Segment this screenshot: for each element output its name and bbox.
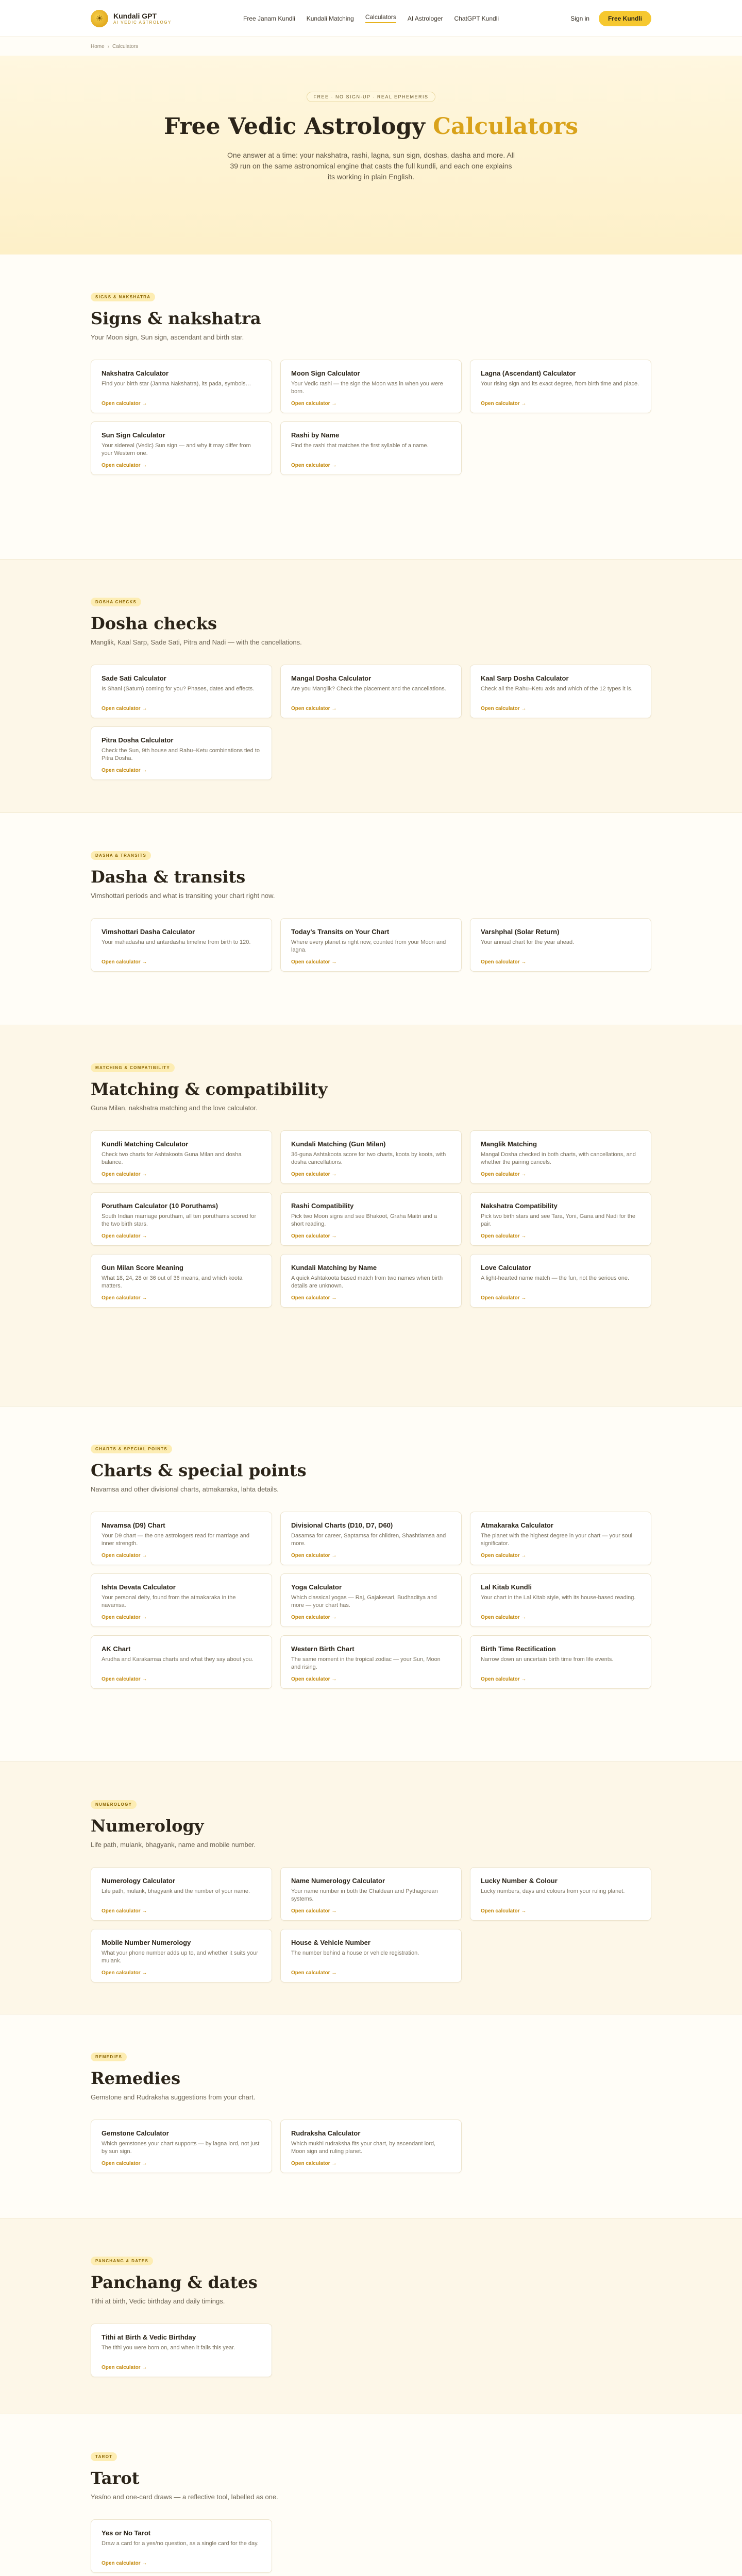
calculator-card[interactable] [91, 1254, 272, 1308]
section-tag: DOSHA CHECKS [91, 598, 141, 606]
main-menu [243, 13, 499, 23]
card-description: Which mukhi rudraksha fits your chart, by ascendant lord, Moon sign and ruling planet. [291, 2141, 436, 2155]
open-calculator-link[interactable]: Open calculator → [481, 1676, 527, 1682]
calculator-card[interactable] [280, 1254, 462, 1308]
card-title: Kundali Matching (Gun Milan) [291, 1140, 386, 1148]
calculator-grid [91, 2519, 651, 2573]
section-tag: TAROT [91, 2452, 117, 2461]
calculator-card[interactable] [280, 918, 462, 972]
card-description: Is Shani (Saturn) coming for you? Phases, dates and effects. [102, 686, 255, 692]
brand-logo[interactable] [91, 10, 172, 27]
open-calculator-link[interactable]: Open calculator → [291, 1970, 337, 1976]
nav-calculators[interactable]: Calculators [365, 13, 396, 23]
card-description: Your name number in both the Chaldean and Pythagorean systems. [291, 1888, 438, 1902]
calculator-card[interactable] [470, 1254, 651, 1308]
calculator-grid [91, 360, 651, 475]
open-calculator-link[interactable]: Open calculator → [102, 1970, 147, 1976]
section-title: Dosha checks [91, 614, 217, 633]
hero [0, 56, 742, 255]
card-description: South Indian marriage porutham, all ten poruthams scored for the two birth stars. [102, 1213, 257, 1227]
card-description: Arudha and Karakamsa charts and what they say about you. [102, 1656, 254, 1663]
card-title: Pitra Dosha Calculator [102, 736, 174, 744]
card-title: Yes or No Tarot [102, 2529, 151, 2537]
card-description: Dasamsa for career, Saptamsa for children, Shashtiamsa and more. [291, 1533, 446, 1547]
card-description: Check two charts for Ashtakoota Guna Milan and dosha balance. [102, 1151, 242, 1165]
calculator-card[interactable] [91, 2324, 272, 2377]
section-subtitle: Tithi at birth, Vedic birthday and daily timings. [91, 2297, 225, 2305]
section-tag: NUMEROLOGY [91, 1800, 137, 1809]
brand-tagline: AI VEDIC ASTROLOGY [113, 20, 172, 25]
calculator-card[interactable] [91, 726, 272, 780]
breadcrumb-separator: › [107, 43, 110, 49]
open-calculator-link[interactable]: Open calculator → [291, 1233, 337, 1239]
section-title: Panchang & dates [91, 2273, 258, 2292]
calculator-card[interactable] [470, 1192, 651, 1246]
section-panchang-dates [0, 2218, 742, 2414]
calculator-card[interactable] [91, 1130, 272, 1184]
calculator-card[interactable] [91, 421, 272, 475]
open-calculator-link[interactable]: Open calculator → [102, 1172, 147, 1177]
calculator-grid [91, 2324, 651, 2377]
section-subtitle: Manglik, Kaal Sarp, Sade Sati, Pitra and Nadi — with the cancellations. [91, 638, 302, 646]
open-calculator-link[interactable]: Open calculator → [102, 2161, 147, 2166]
calculator-card[interactable] [91, 665, 272, 718]
breadcrumb-current: Calculators [112, 43, 139, 49]
calculator-card[interactable] [280, 1635, 462, 1689]
section-tag: REMEDIES [91, 2053, 127, 2061]
open-calculator-link[interactable]: Open calculator → [291, 463, 337, 468]
calculator-card[interactable] [470, 665, 651, 718]
calculator-card[interactable] [91, 1512, 272, 1565]
calculator-card[interactable] [470, 918, 651, 972]
card-title: Porutham Calculator (10 Poruthams) [102, 1202, 218, 1210]
open-calculator-link[interactable]: Open calculator → [291, 2161, 337, 2166]
card-description: Where every planet is right now, counted from your Moon and lagna. [291, 939, 446, 953]
section-title: Numerology [91, 1816, 204, 1836]
calculator-grid [91, 665, 651, 780]
section-tag: CHARTS & SPECIAL POINTS [91, 1445, 172, 1453]
card-description: Your annual chart for the year ahead. [481, 939, 575, 945]
top-nav [0, 0, 742, 37]
open-calculator-link[interactable]: Open calculator → [102, 401, 147, 406]
card-description: Your mahadasha and antardasha timeline from birth to 120. [102, 939, 251, 945]
open-calculator-link[interactable]: Open calculator → [102, 1553, 147, 1558]
open-calculator-link[interactable]: Open calculator → [102, 2561, 147, 2566]
card-title: Tithi at Birth & Vedic Birthday [102, 2333, 196, 2341]
calculator-card[interactable] [280, 1512, 462, 1565]
open-calculator-link[interactable]: Open calculator → [291, 1172, 337, 1177]
open-calculator-link[interactable]: Open calculator → [481, 959, 527, 965]
calculator-grid [91, 1867, 651, 1982]
open-calculator-link[interactable]: Open calculator → [102, 1615, 147, 1620]
section-subtitle: Vimshottari periods and what is transiting your chart right now. [91, 892, 275, 900]
card-description: Check the Sun, 9th house and Rahu–Ketu combinations tied to Pitra Dosha. [102, 748, 260, 761]
card-description: Which gemstones your chart supports — by lagna lord, not just by sun sign. [102, 2141, 260, 2155]
calculator-grid [91, 1512, 651, 1689]
open-calculator-link[interactable]: Open calculator → [291, 959, 337, 965]
card-title: Yoga Calculator [291, 1583, 342, 1591]
card-description: What your phone number adds up to, and whether it suits your mulank. [102, 1950, 258, 1964]
card-title: Numerology Calculator [102, 1877, 176, 1885]
card-title: Sade Sati Calculator [102, 674, 166, 682]
open-calculator-link[interactable]: Open calculator → [481, 1615, 527, 1620]
card-title: Rashi Compatibility [291, 1202, 354, 1210]
card-title: Nakshatra Calculator [102, 369, 169, 377]
card-description: Find the rashi that matches the first syllable of a name. [291, 443, 429, 449]
card-title: AK Chart [102, 1645, 131, 1653]
card-title: Kundali Matching by Name [291, 1264, 377, 1272]
calculator-card[interactable] [280, 1929, 462, 1982]
open-calculator-link[interactable]: Open calculator → [102, 1233, 147, 1239]
open-calculator-link[interactable]: Open calculator → [291, 1553, 337, 1558]
card-description: Check all the Rahu–Ketu axis and which of the 12 types it is. [481, 686, 633, 692]
card-description: 36-guna Ashtakoota score for two charts, koota by koota, with dosha cancellations. [291, 1151, 446, 1165]
signin-link[interactable]: Sign in [570, 14, 589, 22]
card-title: Manglik Matching [481, 1140, 537, 1148]
card-title: Kundli Matching Calculator [102, 1140, 189, 1148]
section-title: Tarot [91, 2468, 140, 2488]
title-part-a: Free Vedic Astrology [164, 113, 433, 140]
hero-pill: FREE · NO SIGN-UP · REAL EPHEMERIS [307, 92, 435, 102]
nav-ai-astrologer[interactable]: AI Astrologer [407, 14, 443, 22]
card-description: The planet with the highest degree in your chart — your soul significator. [481, 1533, 633, 1547]
section-dosha-checks [0, 560, 742, 813]
calculator-card[interactable] [280, 665, 462, 718]
calculator-grid [91, 918, 651, 972]
sun-logo-icon: ☀ [91, 10, 108, 27]
card-description: Pick two birth stars and see Tara, Yoni, Gana and Nadi for the pair. [481, 1213, 636, 1227]
open-calculator-link[interactable]: Open calculator → [481, 1908, 527, 1914]
card-description: The tithi you were born on, and when it falls this year. [102, 2345, 235, 2351]
card-description: Which classical yogas — Raj, Gajakesari, Budhaditya and more — your chart has. [291, 1595, 437, 1608]
card-title: Name Numerology Calculator [291, 1877, 385, 1885]
card-title: Mobile Number Numerology [102, 1939, 191, 1946]
nav-chatgpt-kundli[interactable]: ChatGPT Kundli [454, 14, 499, 22]
section-charts-special-points [0, 1406, 742, 1762]
free-kundli-button[interactable]: Free Kundli [599, 11, 651, 26]
card-title: Vimshottari Dasha Calculator [102, 928, 195, 936]
calculator-card[interactable] [470, 1635, 651, 1689]
open-calculator-link[interactable]: Open calculator → [102, 959, 147, 965]
card-title: Love Calculator [481, 1264, 531, 1272]
section-subtitle: Life path, mulank, bhagyank, name and mobile number. [91, 1841, 256, 1849]
calculator-sections [0, 255, 742, 2576]
breadcrumb-home[interactable]: Home [91, 43, 105, 49]
card-title: Lucky Number & Colour [481, 1877, 558, 1885]
calculator-card[interactable] [91, 1635, 272, 1689]
card-title: Sun Sign Calculator [102, 431, 165, 439]
open-calculator-link[interactable]: Open calculator → [291, 1615, 337, 1620]
open-calculator-link[interactable]: Open calculator → [481, 1553, 527, 1558]
section-matching-compatibility [0, 1025, 742, 1406]
card-title: Divisional Charts (D10, D7, D60) [291, 1521, 393, 1529]
section-subtitle: Yes/no and one-card draws — a reflective tool, labelled as one. [91, 2493, 278, 2501]
calculator-card[interactable] [91, 360, 272, 413]
card-description: Mangal Dosha checked in both charts, with cancellations, and whether the pairing cancels. [481, 1151, 636, 1165]
calculator-card[interactable] [470, 1130, 651, 1184]
card-title: Varshphal (Solar Return) [481, 928, 560, 936]
calculator-card[interactable] [91, 1929, 272, 1982]
section-signs-nakshatra [0, 255, 742, 560]
card-title: Moon Sign Calculator [291, 369, 360, 377]
open-calculator-link[interactable]: Open calculator → [102, 1676, 147, 1682]
section-title: Remedies [91, 2069, 181, 2088]
open-calculator-link[interactable]: Open calculator → [481, 1295, 527, 1301]
open-calculator-link[interactable]: Open calculator → [102, 706, 147, 711]
calculator-card[interactable] [91, 2120, 272, 2173]
section-tag: PANCHANG & DATES [91, 2257, 153, 2265]
open-calculator-link[interactable]: Open calculator → [291, 706, 337, 711]
calculator-card[interactable] [470, 1573, 651, 1627]
card-title: Navamsa (D9) Chart [102, 1521, 165, 1529]
open-calculator-link[interactable]: Open calculator → [481, 1233, 527, 1239]
calculator-card[interactable] [470, 360, 651, 413]
card-title: House & Vehicle Number [291, 1939, 370, 1946]
calculator-card[interactable] [91, 1192, 272, 1246]
open-calculator-link[interactable]: Open calculator → [291, 401, 337, 406]
open-calculator-link[interactable]: Open calculator → [291, 1295, 337, 1301]
card-title: Lal Kitab Kundli [481, 1583, 532, 1591]
open-calculator-link[interactable]: Open calculator → [481, 706, 527, 711]
card-description: Narrow down an uncertain birth time from life events. [481, 1656, 614, 1663]
section-numerology [0, 1762, 742, 2014]
card-title: Western Birth Chart [291, 1645, 355, 1653]
calculator-card[interactable] [470, 1867, 651, 1921]
card-description: Your rising sign and its exact degree, from birth time and place. [481, 381, 639, 387]
hero-intro: One answer at a time: your nakshatra, rashi, lagna, sun sign, doshas, dasha and more. All 39 run on the same astronomical engine that casts the full kundli, and each one explains its working in plain English. [227, 151, 515, 181]
card-description: Lucky numbers, days and colours from your ruling planet. [481, 1888, 625, 1894]
calculator-card[interactable] [280, 360, 462, 413]
card-title: Gemstone Calculator [102, 2129, 169, 2137]
section-title: Charts & special points [91, 1461, 307, 1480]
section-subtitle: Navamsa and other divisional charts, atmakaraka, lahta details. [91, 1485, 279, 1493]
open-calculator-link[interactable]: Open calculator → [481, 1172, 527, 1177]
section-tarot [0, 2414, 742, 2576]
card-description: A light-hearted name match — the fun, not the serious one. [481, 1275, 630, 1281]
section-subtitle: Your Moon sign, Sun sign, ascendant and birth star. [91, 333, 244, 341]
calculator-grid [91, 1130, 651, 1308]
calculator-card[interactable] [91, 918, 272, 972]
calculator-card[interactable] [280, 1867, 462, 1921]
section-remedies [0, 2014, 742, 2218]
card-description: Life path, mulank, bhagyank and the number of your name. [102, 1888, 250, 1894]
section-tag: MATCHING & COMPATIBILITY [91, 1063, 175, 1072]
calculator-card[interactable] [470, 1512, 651, 1565]
section-title: Dasha & transits [91, 867, 246, 887]
open-calculator-link[interactable]: Open calculator → [102, 1908, 147, 1914]
calculator-card[interactable] [280, 421, 462, 475]
card-title: Rashi by Name [291, 431, 340, 439]
open-calculator-link[interactable]: Open calculator → [102, 768, 147, 773]
breadcrumb [0, 37, 742, 56]
calculator-card[interactable] [280, 1130, 462, 1184]
page-title [0, 113, 742, 140]
card-description: Your Vedic rashi — the sign the Moon was in when you were born. [291, 381, 443, 395]
calculator-card[interactable] [280, 1573, 462, 1627]
nav-kundali-matching[interactable]: Kundali Matching [306, 14, 354, 22]
open-calculator-link[interactable]: Open calculator → [102, 2365, 147, 2370]
card-description: A quick Ashtakoota based match from two names when birth details are unknown. [291, 1275, 443, 1289]
open-calculator-link[interactable]: Open calculator → [102, 463, 147, 468]
open-calculator-link[interactable]: Open calculator → [102, 1295, 147, 1301]
open-calculator-link[interactable]: Open calculator → [291, 1676, 337, 1682]
section-title: Signs & nakshatra [91, 309, 261, 328]
card-title: Birth Time Rectification [481, 1645, 556, 1653]
calculator-card[interactable] [91, 2519, 272, 2573]
calculator-card[interactable] [91, 1573, 272, 1627]
calculator-card[interactable] [280, 1192, 462, 1246]
nav-free-kundli[interactable]: Free Janam Kundli [243, 14, 295, 22]
card-description: What 18, 24, 28 or 36 out of 36 means, and which koota matters. [102, 1275, 243, 1289]
card-title: Rudraksha Calculator [291, 2129, 361, 2137]
card-description: Your sidereal (Vedic) Sun sign — and why it may differ from your Western one. [102, 443, 251, 456]
section-tag: SIGNS & NAKSHATRA [91, 293, 155, 301]
card-title: Lagna (Ascendant) Calculator [481, 369, 576, 377]
calculator-grid [91, 2120, 651, 2173]
title-part-b: Calculators [433, 113, 578, 140]
card-description: Find your birth star (Janma Nakshatra), its pada, symbols… [102, 381, 251, 387]
card-title: Mangal Dosha Calculator [291, 674, 372, 682]
card-description: The number behind a house or vehicle registration. [291, 1950, 419, 1956]
card-description: Your chart in the Lal Kitab style, with its house-based reading. [481, 1595, 636, 1601]
brand-name: Kundali GPT [113, 12, 157, 20]
card-description: Your D9 chart — the one astrologers read for marriage and inner strength. [102, 1533, 249, 1547]
card-title: Kaal Sarp Dosha Calculator [481, 674, 569, 682]
card-description: Are you Manglik? Check the placement and the cancellations. [291, 686, 446, 692]
card-description: Pick two Moon signs and see Bhakoot, Graha Maitri and a short reading. [291, 1213, 437, 1227]
card-title: Gun Milan Score Meaning [102, 1264, 183, 1272]
card-title: Atmakaraka Calculator [481, 1521, 553, 1529]
card-description: Draw a card for a yes/no question, as a single card for the day. [102, 2540, 259, 2547]
calculator-card[interactable] [280, 2120, 462, 2173]
open-calculator-link[interactable]: Open calculator → [481, 401, 527, 406]
section-subtitle: Gemstone and Rudraksha suggestions from your chart. [91, 2093, 256, 2101]
section-tag: DASHA & TRANSITS [91, 851, 151, 860]
card-description: Your personal deity, found from the atmakaraka in the navamsa. [102, 1595, 236, 1608]
calculator-card[interactable] [91, 1867, 272, 1921]
card-description: The same moment in the tropical zodiac — your Sun, Moon and rising. [291, 1656, 441, 1670]
section-subtitle: Guna Milan, nakshatra matching and the love calculator. [91, 1104, 258, 1112]
section-dasha-transits [0, 813, 742, 1025]
open-calculator-link[interactable]: Open calculator → [291, 1908, 337, 1914]
card-title: Nakshatra Compatibility [481, 1202, 558, 1210]
section-title: Matching & compatibility [91, 1079, 328, 1099]
card-title: Today's Transits on Your Chart [291, 928, 390, 936]
card-title: Ishta Devata Calculator [102, 1583, 176, 1591]
